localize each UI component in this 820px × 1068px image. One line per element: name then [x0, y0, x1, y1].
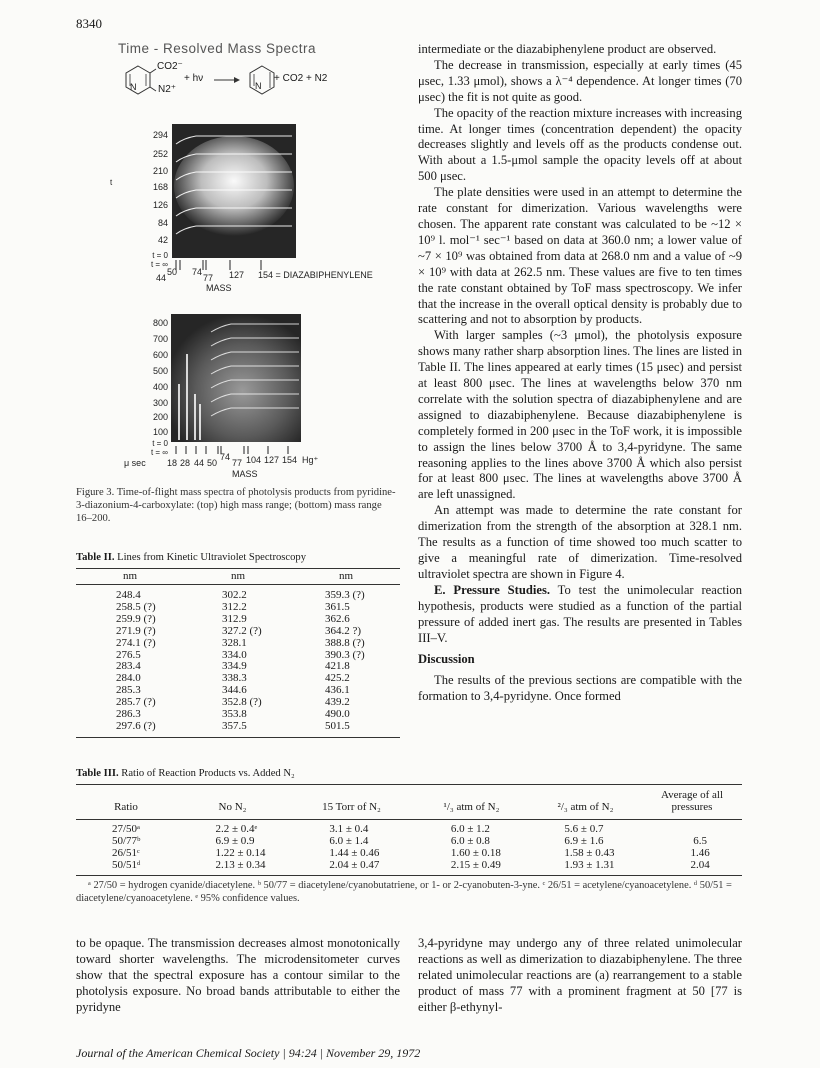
table3-header [76, 788, 742, 814]
table2-cell: 258.5 (?) [116, 600, 156, 613]
table3-cell: 1.58 ± 0.43 [564, 846, 615, 859]
reaction-hv: + hν [184, 73, 204, 84]
paragraph-opacity: The opacity of the reaction mixture increases with increasing time. At longer times (concentration dependent) the opacity decreases slightly and levels off as the products condense out. With about a 1.5-μmol sample the opacity levels off at about 500 μsec. [418, 105, 742, 184]
paragraph-bottom-left: to be opaque. The transmission decreases almost monotonically toward shorter wavelengths. The microdensitometer curves show that the spectral exposure has a contour similar to the photolysis exposure. No broad bands attributable to either the pyridyne [76, 936, 400, 1014]
bottom-x-label-28: 28 [180, 458, 191, 468]
table2-cell: 328.1 [222, 636, 247, 649]
table3-cell: 27/50ᵃ [112, 823, 141, 835]
table2-cell: 436.1 [325, 684, 350, 697]
table3-rule-bottom [76, 875, 742, 876]
top-x-label-44: 44 [156, 273, 167, 283]
table2-cell: 501.5 [325, 719, 350, 732]
table2-cell: 364.2 ?) [325, 624, 362, 637]
table2-cell: 302.2 [222, 589, 247, 601]
table3-cell: 26/51ᶜ [112, 846, 140, 859]
table3-cell: 1.93 ± 1.31 [564, 858, 615, 871]
bottom-x-label-74: 74 [220, 452, 231, 462]
table-row [76, 614, 400, 626]
top-y-tick-tinf: t = ∞ [150, 260, 168, 269]
table2-cell: 286.3 [116, 708, 141, 721]
bottom-x-label-50: 50 [207, 458, 218, 468]
table-row [76, 721, 400, 733]
table3-cell: 2.13 ± 0.34 [215, 858, 266, 871]
bottom-unit-label: μ sec [124, 458, 146, 468]
table2-cell: 327.2 (?) [222, 624, 262, 637]
top-x-label-127: 127 [229, 270, 245, 280]
top-y-tick-t0: t = 0 [152, 251, 168, 260]
table3-cell: 2.2 ± 0.4ᵉ [215, 823, 258, 835]
right-column-text [418, 42, 742, 705]
table3-header-two-thirds-atm: ²/₃ atm of N₂ [557, 801, 614, 814]
paragraph-bottom-right: 3,4-pyridyne may undergo any of three related unimolecular reactions as well as dimerization to diazabiphenylene. The three related unimolecular reactions are (a) rearrangement to a stable product of mass 77 with a prominent fragment at 50 [77 is either β-ethynyl- [418, 936, 742, 1014]
bottom-y-tick-tinf: t = ∞ [150, 448, 168, 457]
table2-cell: 353.8 [222, 708, 247, 721]
figure-title: Time - Resolved Mass Spectra [118, 41, 317, 56]
table2-header [76, 571, 400, 583]
table3-cell: 6.0 ± 1.2 [450, 823, 490, 835]
table2-cell: 338.3 [222, 672, 247, 685]
table2-cell: 271.9 (?) [116, 624, 156, 637]
table3-cell: 1.46 [690, 846, 710, 859]
table2-title: Lines from Kinetic Ultraviolet Spectroscopy [117, 552, 307, 563]
top-y-tick-210: 210 [152, 166, 168, 176]
table2-cell: 312.2 [222, 600, 247, 613]
table3-cell: 6.9 ± 0.9 [215, 834, 255, 847]
table3-cell: 6.0 ± 0.8 [450, 834, 490, 847]
top-y-tick-252: 252 [152, 149, 168, 159]
top-x-label-77: 77 [203, 273, 214, 283]
table3-cell: 3.1 ± 0.4 [329, 823, 369, 835]
reaction-ring-n-right: N [255, 81, 262, 91]
table3-header-no-n2: No N₂ [218, 801, 247, 814]
table3-cell: 6.0 ± 1.4 [329, 834, 369, 847]
bottom-x-label-77: 77 [232, 458, 243, 468]
bottom-x-label-18: 18 [167, 458, 178, 468]
table3-cell: 6.9 ± 1.6 [564, 834, 604, 847]
table2-cell: 259.9 (?) [116, 612, 156, 625]
spectrum-photo-bottom [171, 314, 301, 442]
table2-cell: 361.5 [325, 600, 350, 613]
table3-caption [76, 768, 742, 779]
table2-cell: 362.6 [325, 612, 350, 625]
table2-cell: 357.5 [222, 719, 247, 732]
table2-cell: 388.8 (?) [325, 636, 365, 649]
table3-cell: 6.5 [693, 834, 708, 847]
table3-cell: 2.04 ± 0.47 [329, 858, 380, 871]
table3-cell: 2.04 [690, 858, 710, 871]
table2-header-nm-2: nm [230, 570, 246, 582]
paragraph-intermediate: intermediate or the diazabiphenylene product are observed. [418, 42, 717, 56]
table2-cell: 352.8 (?) [222, 696, 262, 709]
paragraph-transmission: The decrease in transmission, especially at early times (45 μsec, 1.33 μmol), shows a λ⁻⁴ dependence. At longer times (70 μsec) the fit is not quite as good. [418, 57, 742, 104]
table2-header-nm-3: nm [338, 570, 354, 582]
bottom-x-label-44: 44 [194, 458, 205, 468]
bottom-y-tick-400: 400 [152, 382, 168, 392]
reaction-co2: CO2⁻ [157, 61, 183, 72]
table2-cell: 390.3 (?) [325, 648, 365, 661]
table3-rule-top [76, 784, 742, 785]
table3-cell: 5.6 ± 0.7 [564, 823, 604, 835]
table3-cell: 1.60 ± 0.18 [450, 846, 501, 859]
table2-cell: 285.7 (?) [116, 696, 156, 709]
paragraph-rate-constant: An attempt was made to determine the rate constant for dimerization from the strength of the absorption at 328.1 nm. The results as a function of time showed too much scatter to give a meaningful rate of dimerization. Time-resolved ultraviolet spectra are shown in Figure 4. [418, 503, 742, 581]
table2-label: Table II. [76, 552, 115, 563]
table3-footnote: ᵃ 27/50 = hydrogen cyanide/diacetylene. ᵇ 50/77 = diacetylene/cyanobutatriene, or 1- or 2-cyanobuten-3-yne. ᶜ 26/51 = acetylene/cyanoacetylene. ᵈ 50/51 = diacetylene/cyanoacetylene. ᵉ 95% confidence values. [76, 880, 732, 904]
bottom-x-label-hg: Hg⁺ [302, 455, 319, 465]
paragraph-discussion: The results of the previous sections are compatible with the formation to 3,4-pyridyne. Once formed [418, 673, 742, 704]
table3-cell: 1.44 ± 0.46 [329, 846, 380, 859]
table2-cell: 334.9 [222, 660, 247, 673]
top-y-tick-294: 294 [152, 130, 168, 140]
table2-cell: 284.0 [116, 672, 141, 685]
table2-cell: 285.3 [116, 684, 141, 697]
table2-cell: 421.8 [325, 660, 350, 673]
table2-rule-top [76, 568, 400, 569]
page-number: 8340 [76, 16, 102, 31]
reaction-ring-n: N [130, 82, 137, 92]
paragraph-larger-samples: With larger samples (~3 μmol), the photolysis exposure shows many rather sharp absorption lines. The lines are listed in Table II. The lines appeared at early times (15 μsec) and persist at least 800 μsec. The lines at wavelengths below 370 nm correlate with the solution spectra of diazabiphenylene and are assigned to diazabiphenylene. Because diazabiphenylene is completely formed in 200 μsec in the ToF work, it is impossible to assign the lines below 3700 Å to 3,4-pyridyne. The same reasoning applies to the lines above 3700 Å which also persist for at least 800 μsec. The lines at wavelengths above 3700 Å are left unassigned. [418, 328, 742, 502]
table2-cell: 276.5 [116, 648, 141, 661]
table2-cell: 425.2 [325, 672, 350, 685]
table2-rule-bottom [76, 737, 400, 738]
table3-header-15-torr: 15 Torr of N₂ [322, 801, 381, 814]
paragraph-pressure-studies [418, 583, 742, 647]
table2-cell: 359.3 (?) [325, 589, 365, 601]
table2-body [76, 590, 400, 733]
reaction-products: + CO2 + N2 [274, 73, 328, 84]
top-time-arrow: t [110, 178, 113, 187]
bottom-x-label-104: 104 [246, 455, 262, 465]
table3-cell: 50/77ᵇ [112, 834, 141, 847]
table2-rule-head [76, 584, 400, 585]
bottom-y-tick-100: 100 [152, 427, 168, 437]
top-x-title: MASS [206, 283, 232, 293]
bottom-y-tick-200: 200 [152, 412, 168, 422]
table2-cell: 297.6 (?) [116, 719, 156, 732]
paragraph-plate-densities: The plate densities were used in an attempt to determine the rate constant for dimerization. Various wavelengths were chosen. The apparent rate constant was calculated to be ~12 × 10⁹ l. mol⁻¹ sec⁻¹ based on data at 360.0 nm; a lower value of ~7 × 10⁹ was obtained from data at 268.0 nm and a value of ~9 × 10⁹ with data at 262.5 nm. These values are five to ten times the rate constant obtained by ToF mass spectroscopy. We infer that the increase in the overall optical density is probably due to scattering and not to absorption by products. [418, 185, 742, 327]
table3-cell: 50/51ᵈ [112, 858, 141, 871]
spectrum-photo-top [172, 124, 296, 258]
top-y-tick-84: 84 [157, 218, 168, 228]
top-y-tick-168: 168 [152, 182, 168, 192]
discussion-heading: Discussion [418, 652, 475, 667]
table3-label: Table III. [76, 768, 119, 779]
bottom-y-tick-t0: t = 0 [152, 439, 168, 448]
bottom-x-label-127: 127 [264, 455, 280, 465]
table-row [76, 836, 742, 848]
table3-body [76, 824, 742, 872]
figure-caption: Figure 3. Time-of-flight mass spectra of photolysis products from pyridine-3-diazonium-4-carboxylate: (top) high mass range; (bottom) mass range 16–200. [76, 487, 396, 524]
bottom-y-tick-500: 500 [152, 366, 168, 376]
bottom-y-tick-300: 300 [152, 398, 168, 408]
table2-cell: 283.4 [116, 660, 141, 673]
top-y-tick-126: 126 [152, 200, 168, 210]
pressure-studies-heading: E. Pressure Studies. [434, 582, 550, 597]
table-row [76, 824, 742, 836]
table2-cell: 312.9 [222, 612, 247, 625]
table3-cell: 1.22 ± 0.14 [215, 846, 266, 859]
bottom-x-title: MASS [232, 469, 258, 479]
reaction-n2: N2⁺ [158, 84, 177, 95]
bottom-y-tick-600: 600 [152, 350, 168, 360]
bottom-y-tick-800: 800 [152, 318, 168, 328]
table-row [76, 848, 742, 860]
bottom-y-tick-700: 700 [152, 334, 168, 344]
table2-cell: 439.2 [325, 696, 350, 709]
top-x-label-74: 74 [192, 267, 203, 277]
table2-cell: 334.0 [222, 648, 247, 661]
table2-cell: 490.0 [325, 708, 350, 721]
table3-cell: 2.15 ± 0.49 [450, 858, 501, 871]
table-row [76, 860, 742, 872]
table3-header-average: Average of all pressures [660, 789, 724, 814]
table3-header-ratio: Ratio [114, 801, 138, 814]
table3-header-third-atm: ¹/₃ atm of N₂ [443, 801, 500, 814]
pressure-studies-text: To test the unimolecular reaction hypothesis, products were studied as a function of the partial pressure of added inert gas. The results are presented in Tables III–V. [418, 582, 743, 645]
table-row [76, 626, 400, 638]
table2-cell: 344.6 [222, 684, 247, 697]
table3-rule-head [76, 819, 742, 820]
journal-footer: Journal of the American Chemical Society | 94:24 | November 29, 1972 [76, 1046, 421, 1060]
table3-title: Ratio of Reaction Products vs. Added N₂ [121, 768, 295, 779]
table2-caption [76, 552, 400, 563]
top-x-label-50: 50 [167, 267, 178, 277]
table2-cell: 274.1 (?) [116, 636, 156, 649]
bottom-x-label-154: 154 [282, 455, 298, 465]
top-y-tick-42: 42 [157, 235, 168, 245]
table2-cell: 248.4 [116, 589, 141, 601]
table-row [76, 638, 400, 650]
top-x-label-154: 154 = DIAZABIPHENYLENE [258, 270, 373, 280]
table2-header-nm-1: nm [122, 570, 138, 582]
